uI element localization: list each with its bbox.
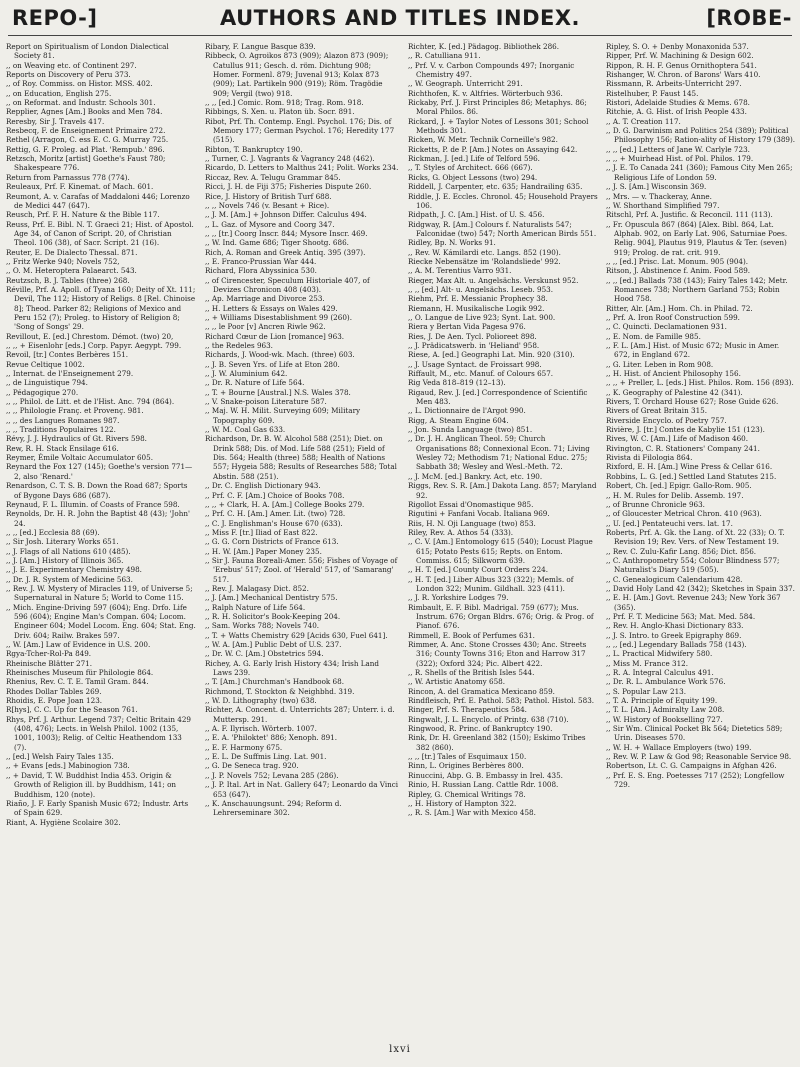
index-entry: Riverside Encyclo. of Poetry 757. (606, 415, 727, 425)
index-entry: ,, R. Catulliana 911. (408, 51, 481, 61)
index-entry: ,, L. Dictionnaire de l'Argot 990. (408, 406, 526, 416)
index-entry: Rishanger, W. Chron. of Barons' Wars 410. (606, 70, 761, 80)
index-entry: Riggs, Rev. S. R. [Am.] Dakota Lang. 857; Maryland 92. (408, 481, 597, 500)
index-entry: ,, ,, [tr.] Tales of Esquimaux 150. (408, 752, 527, 762)
index-entry: ,, H. W. [Am.] Paper Money 235. (205, 546, 322, 556)
index-entry: Riccaz, Rev. A. Telugu Grammar 845. (205, 172, 341, 182)
index-entry: Rieger, Max Alt. u. Angelsächs. Verskunst 952. (408, 275, 579, 285)
index-entry: Rich, A. Roman and Greek Antiq. 395 (397). (205, 247, 366, 257)
index-entry: Reutzsch, B. J. Tables (three) 268. (6, 275, 130, 285)
index-entry: ,, Rev. H. Anglo-Khasi Dictionary 833. (606, 621, 744, 631)
index-entry: ,, W. History of Bookselling 727. (606, 714, 723, 724)
index-entry: ,, J. W. Aluminium 642. (205, 369, 288, 379)
index-entry: ,, Dr. J. H. Anglican Theol. 59; Church Organisations 88; Connexional Econ. 71; Living Wesley 72; Methodism 71; National Educ. 275; Sabbath 38; Wesley and Wesl.-Meth. 72. (408, 434, 590, 472)
index-entry: Rindfleisch, Prf. E. Pathol. 583; Pathol. Histol. 583. (408, 696, 595, 706)
index-entry: ,, W. D. Lithography (two) 638. (205, 696, 317, 706)
index-entry: ,, ,, [ed.] Comic. Rom. 918; Trag. Rom. 918. (205, 98, 364, 108)
index-entry: Rissmann, R. Arbeits-Unterricht 297. (606, 79, 742, 89)
index-entry: Ripper, Prf. W. Machining & Design 602. (606, 51, 754, 61)
index-entry: ,, C. J. Englishman's House 670 (633). (205, 518, 343, 528)
header-range-end: [ROBE- (706, 6, 792, 30)
index-entry: ,, C. Genealogicum Calendarium 428. (606, 574, 743, 584)
index-entry: ,, R. Shells of the British Isles 544. (408, 668, 535, 678)
index-entry: ,, J. R. Yorkshire Lodges 79. (408, 593, 509, 603)
index-entry: ,, ,, + Eisenlohr [eds.] Corp. Papyr. Aegypt. 799. (6, 341, 182, 350)
index-entry: ,, H. T. [ed.] Liber Albus 323 (322); Memls. of London 322; Munim. Gildhall. 323 (411). (408, 574, 574, 593)
index-entry: Revue Celtique 1002. (6, 359, 85, 369)
index-entry: Reusch, Prf. F. H. Nature & the Bible 117. (6, 210, 160, 220)
index-entry: ,, ,, Traditions Populaires 122. (6, 425, 116, 435)
index-entry: ,, Pédagogique 270. (6, 387, 79, 397)
index-entry: ,, H. Hist. of Ancient Philosophy 156. (606, 369, 741, 379)
index-entry: ,, J. [Am.] History of Illinois 365. (6, 555, 124, 565)
index-entry: ,, Dr. J. R. System of Medicine 563. (6, 574, 133, 584)
index-entry: Ries, J. De Aen. Tycl. Polioreet 898. (408, 331, 537, 341)
index-entry: ,, R. S. [Am.] War with Mexico 458. (408, 808, 536, 818)
index-entry: ,, Rev. W. P. Law & God 98; Reasonable Service 98. (606, 752, 792, 762)
index-entry: Rinio, H. Russian Lang. Cattle Rdr. 1008. (408, 780, 559, 790)
index-entry: ,, ,, des Langues Romanes 987. (6, 415, 120, 425)
index-entry: Ridpath, J. C. [Am.] Hist. of U. S. 456. (408, 210, 545, 220)
index-entry: ,, Fr. Opuscula 867 (864) [Alex. Bibl. 864, Lat. Alphab. 902, on Early Lat. 906, Saturniae Poes. Relig. 904], Plautus 919, Plautus & Ter. (seven) 919; Prolog. de rat. crit. 919. (606, 219, 788, 257)
index-entry: ,, ,, [ed.] Prisc. Lat. Monum. 905 (904). (606, 256, 749, 266)
index-entry: Riffault, M., etc. Manuf. of Colours 657. (408, 369, 554, 379)
header-range-start: REPO-] (12, 6, 98, 30)
index-entry: ,, J. P. Ital. Art in Nat. Gallery 647; Leonardo da Vinci 653 (647). (205, 780, 399, 799)
index-entry: ,, ,, Philologie Franç. et Provenç. 981. (6, 406, 144, 416)
index-entry: ,, E. Nom. de Famille 985. (606, 331, 701, 341)
index-entry: ,, C. Quincti. Declamationen 931. (606, 322, 727, 332)
index-entry: Rivière, J. [tr.] Contes de Kabylie 151 (123). (606, 425, 765, 435)
index-entry: Richard Cœur de Lion [romance] 963. (205, 331, 345, 341)
index-entry: Rivington, C. R. Stationers' Company 241. (606, 443, 760, 453)
index-entry: Ribbings, S. Xen. u. Platon üb. Socr. 891. (205, 107, 355, 117)
index-entry: Rives, W. C. [Am.] Life of Madison 460. (606, 434, 748, 444)
index-entry: ,, on Weaving etc. of Continent 297. (6, 60, 137, 70)
index-entry: ,, T. + Watts Chemistry 629 [Acids 630, Fuel 641]. (205, 630, 388, 640)
index-entry: Rheinische Blätter 271. (6, 658, 93, 668)
index-entry: ,, of Gloucester Metrical Chron. 410 (963). (606, 509, 762, 519)
index-entry: ,, C. V. [Am.] Entomology 615 (540); Locust Plague 615; Potato Pests 615; Repts. on Entom. Commiss. 615; Silkworm 639. (408, 537, 593, 565)
index-entry: ,, Rev. W. Kámilardi etc. Langs. 852 (190). (408, 247, 561, 257)
index-entry: Riemann, H. Musikalische Logik 992. (408, 303, 545, 313)
index-entry: ,, Prf. E. S. Eng. Poetesses 717 (252); Longfellow 729. (606, 770, 785, 790)
index-entry: ,, H. T. [ed.] County Court Orders 224. (408, 565, 549, 575)
index-entry: Rhoidis, E. Pope Joan 123. (6, 696, 103, 706)
index-column-3 (408, 42, 598, 818)
index-entry: ,, Dr. R. L. Ambulance Work 576. (606, 677, 726, 687)
index-entry: Rickman, J. [ed.] Life of Telford 596. (408, 154, 540, 164)
index-entry: Rickard, J. + Taylor Notes of Lessons 301; School Methods 301. (408, 116, 589, 136)
index-entry: Révy, J. J. Hydraulics of Gt. Rivers 598. (6, 434, 147, 444)
index-entry: ,, A. M. Terentius Varro 931. (408, 266, 512, 276)
index-entry: ,, E. F. Harmony 675. (205, 742, 283, 752)
index-entry: ,, E. H. [Am.] Govt. Revenue 243; New York 367 (365). (606, 593, 781, 612)
index-entry: Rincon, A. del Gramatica Mexicano 859. (408, 686, 555, 696)
index-entry: Ribbeck, O. Agroikos 873 (909); Alazon 873 (909); Catullus 911; Gesch. d. röm. Dichtung 908; Homer. Formenl. 879; Juvenal 913; Kolax 873 (909); Lat. Partikeln 900 (919); Röm. Tragödie 909; Vergil (two) 918. (205, 51, 389, 98)
index-entry: ,, G. G. Corn Districts of France 613. (205, 537, 339, 547)
index-entry: ,, F. L. [Am.] Hist. of Music 672; Music in Amer. 672, in England 672. (606, 341, 780, 360)
index-entry: R[hys], C. C. Up for the Season 761. (6, 705, 138, 715)
index-entry: ,, ,, [tr.] Coorg Inscr. 844; Mysore Inscr. 469. (205, 228, 368, 238)
index-entry: Rice, J. History of British Turf 688. (205, 191, 332, 201)
index-entry: ,, W. Geograph. Unterricht 291. (408, 79, 523, 89)
index-entry: ,, ,, [ed.] Letters of Jane W. Carlyle 723. (606, 144, 750, 154)
index-entry: ,, Prf. C. F. [Am.] Choice of Books 708. (205, 490, 345, 500)
index-entry: ,, K. Geography of Palestine 42 (341). (606, 387, 743, 397)
page-number: lxvi (389, 1044, 411, 1055)
index-entry: ,, J. McM. [ed.] Bankry. Act, etc. 190. (408, 471, 543, 481)
index-entry: ,, Prf. C. H. [Am.] Amer. Lit. (two) 728. (205, 509, 346, 519)
index-entry: ,, T. + Bourne [Austral.] N.S. Wales 378. (205, 387, 351, 397)
index-entry: Report on Spiritualism of London Dialectical Society 81. (6, 42, 169, 61)
index-entry: Riis, H. N. Oji Language (two) 853. (408, 518, 536, 528)
index-entry: Rippon, R. H. F. Genus Ornithoptera 541. (606, 60, 757, 70)
index-entry: Ritchie, A. G. Hist. of Irish People 433. (606, 107, 747, 117)
index-entry: Richter, A. Concent. d. Unterrichts 287; Unterr. i. d. Muttersp. 291. (205, 705, 395, 724)
index-entry: Rimmer, A. Anc. Stone Crosses 430; Anc. Streets 316; County Towns 316; Eton and Harrow 317 (322); Oxford 324; Pic. Albert 422. (408, 640, 587, 668)
index-entry: ,, W. [Am.] Law of Evidence in U.S. 200. (6, 640, 151, 649)
index-entry: ,, O. Langue de Live 923; Synt. Lat. 900. (408, 312, 556, 322)
index-entry: Ripley, S. O. + Denby Monaxonida 537. (606, 42, 749, 51)
index-entry: ,, Rev. C. Zulu-Kafir Lang. 856; Dict. 856. (606, 546, 757, 556)
index-entry: Ricketts, P. de P. [Am.] Notes on Assaying 642. (408, 144, 578, 154)
index-entry: ,, A. T. Creation 117. (606, 116, 681, 126)
index-entry: ,, [ed.] Welsh Fairy Tales 135. (6, 752, 114, 762)
index-entry: Return from Parnassus 778 (774). (6, 172, 130, 182)
index-entry: Reuter, E. De Dialecto Thessal. 871. (6, 247, 138, 257)
index-entry: ,, W. M. Coal Gas 633. (205, 425, 286, 435)
index-entry: ,, of Roy. Commiss. on Histor. MSS. 402. (6, 79, 153, 89)
index-entry: ,, U. [ed.] Pentateuchi vers. lat. 17. (606, 518, 733, 528)
index-entry: ,, E. L. De Suffmis Ling. Lat. 901. (205, 752, 327, 762)
index-entry: Reuleaux, Prf. F. Kinemat. of Mach. 601. (6, 182, 154, 192)
index-entry: ,, Prf. A. Iron Roof Construction 599. (606, 312, 740, 322)
index-entry: ,, Sir Wm. Clinical Pocket Bk 564; Dietetics 589; Urin. Diseases 570. (606, 724, 783, 743)
index-entry: Rgya-Tcher-Rol-Pa 849. (6, 649, 92, 659)
index-entry: Richards, J. Wood-wk. Mach. (three) 603. (205, 350, 355, 360)
index-entry: Riant, A. Hygiène Scolaire 302. (6, 817, 121, 827)
index-entry: ,, Dr. R. Nature of Life 564. (205, 378, 305, 388)
index-entry: ,, H. History of Hampton 322. (408, 798, 517, 808)
index-entry: Riese, A. [ed.] Geographi Lat. Min. 920 (310). (408, 350, 575, 360)
index-entry: ,, K. Anschauungsunt. 294; Reform d. Lehrerseminare 302. (205, 798, 342, 818)
index-entry: Rimbault, E. F. Bibl. Madrigal. 759 (677); Mus. Instrum. 676; Organ Bldrs. 676; Orig. & Prog. of Pianof. 676. (408, 602, 594, 631)
index-entry: ,, O. M. Heteroptera Palaearct. 543. (6, 266, 137, 276)
index-entry: Revillout, E. [ed.] Chrestom. Démot. (two) 20, (6, 331, 174, 341)
index-entry: ,, T. L. [Am.] Admiralty Law 208. (606, 705, 725, 715)
index-entry: ,, ,, Novels 746 (v. Besant + Rice). (205, 200, 330, 210)
index-entry: Rink, Dr. H. Greenland 382 (150); Eskimo Tribes 382 (860). (408, 733, 586, 752)
index-entry: Rigollot Essai d'Onomastique 985. (408, 499, 534, 509)
index-entry: ,, J. Flags of all Nations 610 (485). (6, 546, 131, 556)
index-column-1 (6, 42, 196, 827)
index-entry: Riaño, J. F. Early Spanish Music 672; Industr. Arts of Spain 629. (6, 798, 189, 818)
index-entry: ,, Jon. Sunda Language (two) 851. (408, 425, 533, 435)
index-entry: ,, T. A. Principle of Equity 199. (606, 696, 718, 706)
index-entry: Reymer, Émile Voltaic Accumulator 605. (6, 453, 153, 463)
index-entry: ,, de Linguistique 794. (6, 378, 88, 388)
index-entry: Rew, R. H. Stack Ensilage 616. (6, 443, 119, 453)
index-entry: Repplier, Agnes [Am.] Books and Men 784. (6, 107, 163, 117)
index-entry: ,, J. Prädicatswerb. in 'Heliand' 958. (408, 341, 540, 350)
index-entry: Rettig, G. F. Proleg. ad Plat. 'Rempub.' 896. (6, 144, 165, 154)
index-entry: Riera y Bertan Vida Pagesa 976. (408, 322, 526, 332)
index-entry: ,, Ralph Nature of Life 564. (205, 602, 306, 612)
index-entry: ,, ,, + Preller, L. [eds.] Hist. Philos. Rom. 156 (893). (606, 378, 794, 388)
index-entry: Rinuccini, Abp. G. B. Embassy in Irel. 435. (408, 770, 563, 780)
index-entry: ,, R. H. Solicitor's Book-Keeping 204. (205, 611, 341, 621)
index-entry: Resbecq, F. de Enseignement Primaire 272. (6, 126, 166, 136)
index-entry: Reumont, A. v. Carafas of Maddaloni 446; Lorenzo de Medici 447 (647). (6, 191, 190, 210)
index-entry: Reynolds, Dr. H. R. John the Baptist 48 (43); 'John' 24. (6, 509, 190, 528)
index-entry: Ricken, W. Metr. Technik Corneille's 982. (408, 135, 558, 145)
index-entry: Ribot, Prf. Th. Contemp. Engl. Psychol. 176; Dis. of Memory 177; German Psychol. 176; Heredity 177 (515). (205, 116, 395, 145)
index-entry: Ristori, Adelaide Studies & Mems. 678. (606, 98, 750, 108)
index-entry: Ritter, Alr. [Am.] Hom. Ch. in Philad. 72. (606, 303, 753, 313)
index-entry: Ricardo, D. Letters to Malthus 241; Polit. Works 234. (205, 163, 399, 173)
index-entry: Ribton, T. Bankruptcy 190. (205, 144, 303, 154)
page-title: AUTHORS AND TITLES INDEX. (219, 6, 581, 30)
index-entry: Rethel (Arragon, C. ess E. C. G. Murray 725. (6, 135, 169, 145)
index-entry: Richter, K. [ed.] Pädagog. Bibliothek 286. (408, 42, 559, 51)
index-entry: ,, of Brunne Chronicle 963. (606, 499, 705, 509)
index-entry: Ricci, J. H. de Fiji 375; Fisheries Dispute 260. (205, 182, 372, 192)
index-entry: Renardson, C. T. S. B. Down the Road 687; Sports of Bygone Days 686 (687). (6, 481, 188, 500)
index-entry: Rivers, T. Orchard House 627; Rose Guide 626. (606, 397, 779, 407)
index-entry: ,, ,, [ed.] Ecclesia 88 (69). (6, 527, 100, 537)
index-entry: ,, J. M. [Am.] + Johnson Differ. Calculus 494. (205, 210, 367, 220)
index-entry: ,, A. F. Ilyrisch. Wörterb. 1007. (205, 724, 317, 734)
index-entry: Riddell, J. Carpenter, etc. 635; Handrailing 635. (408, 182, 583, 192)
index-entry: Richard, Flora Abyssinica 530. (205, 266, 317, 276)
index-entry: ,, L. Practical Midwifery 580. (606, 649, 713, 659)
index-entry: Rickaby, Prf. J. First Principles 86; Metaphys. 86; Moral Philos. 86. (408, 98, 587, 117)
index-entry: ,, on Reformat. and Industr. Schools 301. (6, 98, 156, 108)
index-entry: ,, Sam. Works 788; Novels 740. (205, 621, 320, 631)
index-entry: ,, Turner, C. J. Vagrants & Vagrancy 248 (462). (205, 154, 375, 164)
index-entry: ,, Maj. W. H. Milit. Surveying 609; Military Topography 609. (205, 406, 361, 425)
index-entry: ,, T. Styles of Architect. 666 (667). (408, 163, 533, 173)
index-entry: Ridley, Bp. N. Works 91. (408, 238, 496, 248)
index-entry: Robbins, L. G. [ed.] Settled Land Statutes 215. (606, 471, 777, 481)
index-entry: ,, on Education, English 275. (6, 88, 112, 98)
index-entry: ,, J. P. Novels 752; Levana 285 (286). (205, 770, 339, 780)
index-entry: Retzsch, Moritz [artist] Goethe's Faust 780; Shakespeare 776. (6, 154, 166, 173)
index-entry: ,, J. [Am.] Mechanical Dentistry 575. (205, 593, 338, 603)
index-entry: Rinn, L. Origines Berbères 800. (408, 761, 524, 771)
index-entry: ,, H. M. Rules for Delib. Assemb. 197. (606, 490, 744, 500)
index-entry: ,, Sir J. Fauna Boreali-Amer. 556; Fishes of Voyage of 'Erebus' 517; Zool. of 'Herald' 517, of 'Samarang' 517. (205, 555, 398, 584)
index-entry: Roberts, Prf. A. Gk. the Lang. of Xt. 22 (33); O. T. Revision 19; Rev. Vers. of New Testament 19. (606, 527, 785, 547)
index-entry: Rixford, E. H. [Am.] Wine Press & Cellar 616. (606, 462, 773, 472)
index-entry: Ringer, Prf. S. Therapeutics 584. (408, 705, 527, 715)
index-entry: ,, G. Liter. Leben in Rom 908. (606, 359, 714, 369)
index-entry: ,, T. [Am.] Churchman's Handbook 68. (205, 677, 344, 687)
index-entry: ,, Sir Josh. Literary Works 651. (6, 537, 119, 547)
index-entry: ,, David Holy Land 42 (342); Sketches in Spain 337. (606, 583, 795, 593)
index-entry: Richthofen, K. v. Altfries. Wörterbuch 936. (408, 88, 563, 98)
index-entry: Richey, A. G. Early Irish History 434; Irish Land Laws 239. (205, 658, 380, 678)
index-entry: ,, ,, le Poor [v] Ancren Riwle 962. (205, 322, 326, 332)
index-entry: ,, Prf. V. v. Carbon Compounds 497; Inorganic Chemistry 497. (408, 60, 575, 80)
index-entry: ,, J. S. [Am.] Wisconsin 369. (606, 182, 707, 192)
index-entry: ,, Internat. de l'Enseignement 279. (6, 369, 134, 379)
index-entry: ,, ,, [ed.] Ballads 738 (143); Fairy Tales 142; Metr. Romances 738; Northern Garland 753; Robin Hood 758. (606, 275, 788, 304)
index-entry: Rigg, A. Steam Engine 604. (408, 415, 509, 425)
index-entry: ,, W. Ind. Game 686; Tiger Shootg. 686. (205, 238, 349, 248)
index-entry: ,, J. B. Seven Yrs. of Life at Eton 280. (205, 359, 340, 369)
index-entry: Ringwood, R. Princ. of Bankruptcy 190. (408, 724, 553, 734)
index-entry: Ribary, F. Langue Basque 839. (205, 42, 316, 51)
index-entry: ,, V. Snake-poison Literature 587. (205, 397, 327, 407)
index-entry: Reports on Discovery of Peru 373. (6, 70, 131, 80)
index-entry: ,, E. Franco-Prussian War 444. (205, 256, 317, 266)
index-entry: ,, J. Usage Syntact. de Froissart 998. (408, 359, 542, 369)
index-entry: ,, H. Letters & Essays on Wales 429. (205, 303, 338, 313)
index-entry: Ricks, G. Object Lessons (two) 294. (408, 172, 538, 182)
index-entry: Reynard the Fox 127 (145); Goethe's version 771—2, also 'Renard.' (6, 462, 193, 481)
index-entry: Riecke Nebensätze im 'Rolandsliede' 992. (408, 256, 561, 266)
index-entry: Ritschl, Prf. A. Justific. & Reconcil. 111 (113). (606, 210, 773, 220)
index-entry: Rhodes Dollar Tables 269. (6, 686, 102, 696)
index-entry: ,, W. Shorthand Simplified 797. (606, 200, 720, 210)
index-entry: Reuss, Prf. E. Bibl. N. T. Graeci 21; Hist. of Apostol. Age 34, of Canon of Script. 20, of Christian Theol. 106 (38), of Sacr. Script. 21 (16). (6, 219, 194, 248)
index-entry: ,, W. H. + Wallace Employers (two) 199. (606, 742, 752, 752)
index-entry: Rigutini + Fanfani Vocab. Italiana 969. (408, 509, 550, 519)
index-entry: ,, D. G. Darwinism and Politics 254 (389); Political Philosophy 156; Ration-ality of History 179 (389). (606, 126, 796, 145)
index-entry: ,, + Williams Disestablishment 99 (260). (205, 312, 352, 322)
index-entry: Rheinisches Museum für Philologie 864. (6, 668, 154, 678)
index-entry: ,, R. A. Integral Calculus 491. (606, 668, 714, 678)
index-entry: ,, + David, T. W. Buddhist India 453. Origin & Growth of Religion ill. by Buddhism, 141; on Buddhism, 120 (note). (6, 770, 177, 799)
index-entry: ,, Dr. C. English Dictionary 943. (205, 481, 321, 491)
index-entry: Robert, Ch. [ed.] Epigr. Gallo-Rom. 905. (606, 481, 752, 491)
index-entry: ,, G. De Seneca trag. 920. (205, 761, 299, 771)
index-entry: Rigaud, Rev. J. [ed.] Correspondence of Scientific Men 483. (408, 387, 588, 407)
index-entry: ,, E. A. 'Philoktet' 886; Xenoph. 891. (205, 733, 337, 743)
index-entry: ,, Prf. F. T. Medicine 563; Mat. Med. 584. (606, 611, 756, 621)
index-entry: ,, W. Artistic Anatomy 658. (408, 677, 506, 687)
index-entry: Richardson, Dr. B. W. Alcohol 588 (251); Diet. on Drink 588; Dis. of Mod. Life 588 (251); Field of Dis. 564; Health (three) 588; Health of Nations 557; Hygeia 588; Results of Researches 588; Total Abstin. 588 (251). (205, 434, 397, 481)
index-entry: ,, C. Anthropometry 554; Colour Blindness 577; Naturalist's Diary 519 (505). (606, 555, 780, 575)
index-entry: ,, Mrs. — v. Thackeray, Anne. (606, 191, 712, 201)
index-entry: Rivers of Great Britain 315. (606, 406, 708, 416)
index-entry: ,, Ap. Marriage and Divorce 253. (205, 294, 325, 304)
index-entry: ,, Dr. W. C. [Am.] Obstetrics 594. (205, 649, 324, 659)
index-entry: ,, ,, + Muirhead Hist. of Pol. Philos. 179. (606, 154, 754, 164)
index-entry: ,, Rev. J. W. Mystery of Miracles 119, of Universe 5; Supernatural in Nature 5; World to Come 115. (6, 583, 193, 603)
index-entry: ,, S. Popular Law 213. (606, 686, 686, 696)
index-entry: Rimmell, E. Book of Perfumes 631. (408, 630, 535, 640)
index-column-2 (205, 42, 399, 818)
index-entry: ,, Miss F. [tr.] Iliad of East 822. (205, 527, 318, 537)
index-entry: Ridgway, R. [Am.] Colours f. Naturalists 547; Falconidae (two) 547; North American Birds 551. (408, 219, 597, 238)
index-entry: Rhenius, Rev. C. T. E. Tamil Gram. 844. (6, 677, 149, 687)
index-entry: Revoil, [tr.] Contes Berbères 151. (6, 350, 128, 360)
index-entry: ,, the Redeles 963. (205, 341, 273, 350)
index-entry: ,, L. Gaz. of Mysore and Coorg 347. (205, 219, 335, 229)
index-column-4 (606, 42, 796, 790)
index-entry: ,, ,, [ed.] Alt- u. Angelsächs. Leseb. 953. (408, 284, 554, 294)
index-entry: ,, J. E. To Canada 241 (360); Famous City Men 265; Religious Life of London 59. (606, 163, 793, 182)
index-entry: ,, Miss M. France 312. (606, 658, 689, 668)
index-entry: ,, Rev. J. Malagasy Dict. 852. (205, 583, 309, 593)
index-entry: Robertson, Lt. C. G. Campaigns in Afghan 426. (606, 761, 777, 771)
index-entry: Réville, Prf. A. Apoll. of Tyana 160; Deity of Xt. 111; Devil, The 112; History of Religs. 8 [Rel. Chinoise 8]; Theod. Parker 82; Religions of Mexico and Peru 152 (7); Proleg. to History of Religion 8; 'Song of Songs' 29. (6, 284, 196, 332)
index-entry: Ringwalt, J. L. Encyclo. of Printg. 638 (710). (408, 714, 569, 724)
index-entry: ,, ,, + Clark, H. A. [Am.] College Books 279. (205, 499, 365, 509)
index-entry: Rig Veda 818–819 (12–13). (408, 378, 506, 388)
index-entry: ,, of Cirencester, Speculum Historiale 407, of Devizes Chronicon 408 (403). (205, 275, 370, 294)
index-entry: ,, Fritz Werke 940; Novels 752, (6, 256, 120, 266)
index-entry: Rivista di Filologia 864. (606, 453, 693, 463)
index-entry: ,, ,, [ed.] Legendary Ballads 758 (143). (606, 640, 747, 649)
header-rule (8, 35, 792, 36)
index-entry: Ristelhuber, P. Faust 145. (606, 88, 699, 98)
index-entry: Ritson, J. Abstinence f. Anim. Food 589. (606, 266, 751, 276)
index-entry: Rhys, Prf. J. Arthur. Legend 737; Celtic Britain 429 (408, 476); Lects. in Welsh Philol. 1002 (135, 1001, 1003); Relig. of Celtic Heathendom 133 (7). (6, 714, 191, 752)
index-entry: ,, Mich. Engine-Driving 597 (604); Eng. Drfo. Life 596 (604); Engine Man's Compan. 604; Locom. Engineer 604; Model Locom. Eng. 604; Stat. Eng. Driv. 604; Railw. Brakes 597. (6, 602, 196, 640)
index-entry: Riehm, Prf. E. Messianic Prophecy 38. (408, 294, 548, 304)
index-entry: Riley, Rev. A. Athos 54 (333). (408, 527, 514, 537)
index-entry: ,, J. S. Intro. to Greek Epigraphy 869. (606, 630, 742, 640)
index-entry: ,, J. E. Experimentary Chemistry 498. (6, 565, 142, 575)
index-entry: ,, ,, Philol. de Litt. et de l'Hist. Anc. 794 (864). (6, 397, 175, 407)
index-entry: Ripley, G. Chemical Writings 78. (408, 789, 526, 799)
index-entry: Reresby, Sir J. Travels 417. (6, 116, 105, 126)
index-entry: ,, W. A. [Am.] Public Debt of U.S. 237. (205, 640, 342, 649)
index-entry: Reynaud, F. L. Illumin. of Coasts of France 598. (6, 499, 180, 509)
index-entry: ,, + Evans [eds.] Mabinogion 738. (6, 761, 130, 771)
index-entry: Riddle, J. E. Eccles. Chronol. 45; Household Prayers 106. (408, 191, 598, 210)
running-header (0, 6, 800, 36)
index-entry: Richmond, T. Stockton & Neighbhd. 319. (205, 686, 355, 696)
